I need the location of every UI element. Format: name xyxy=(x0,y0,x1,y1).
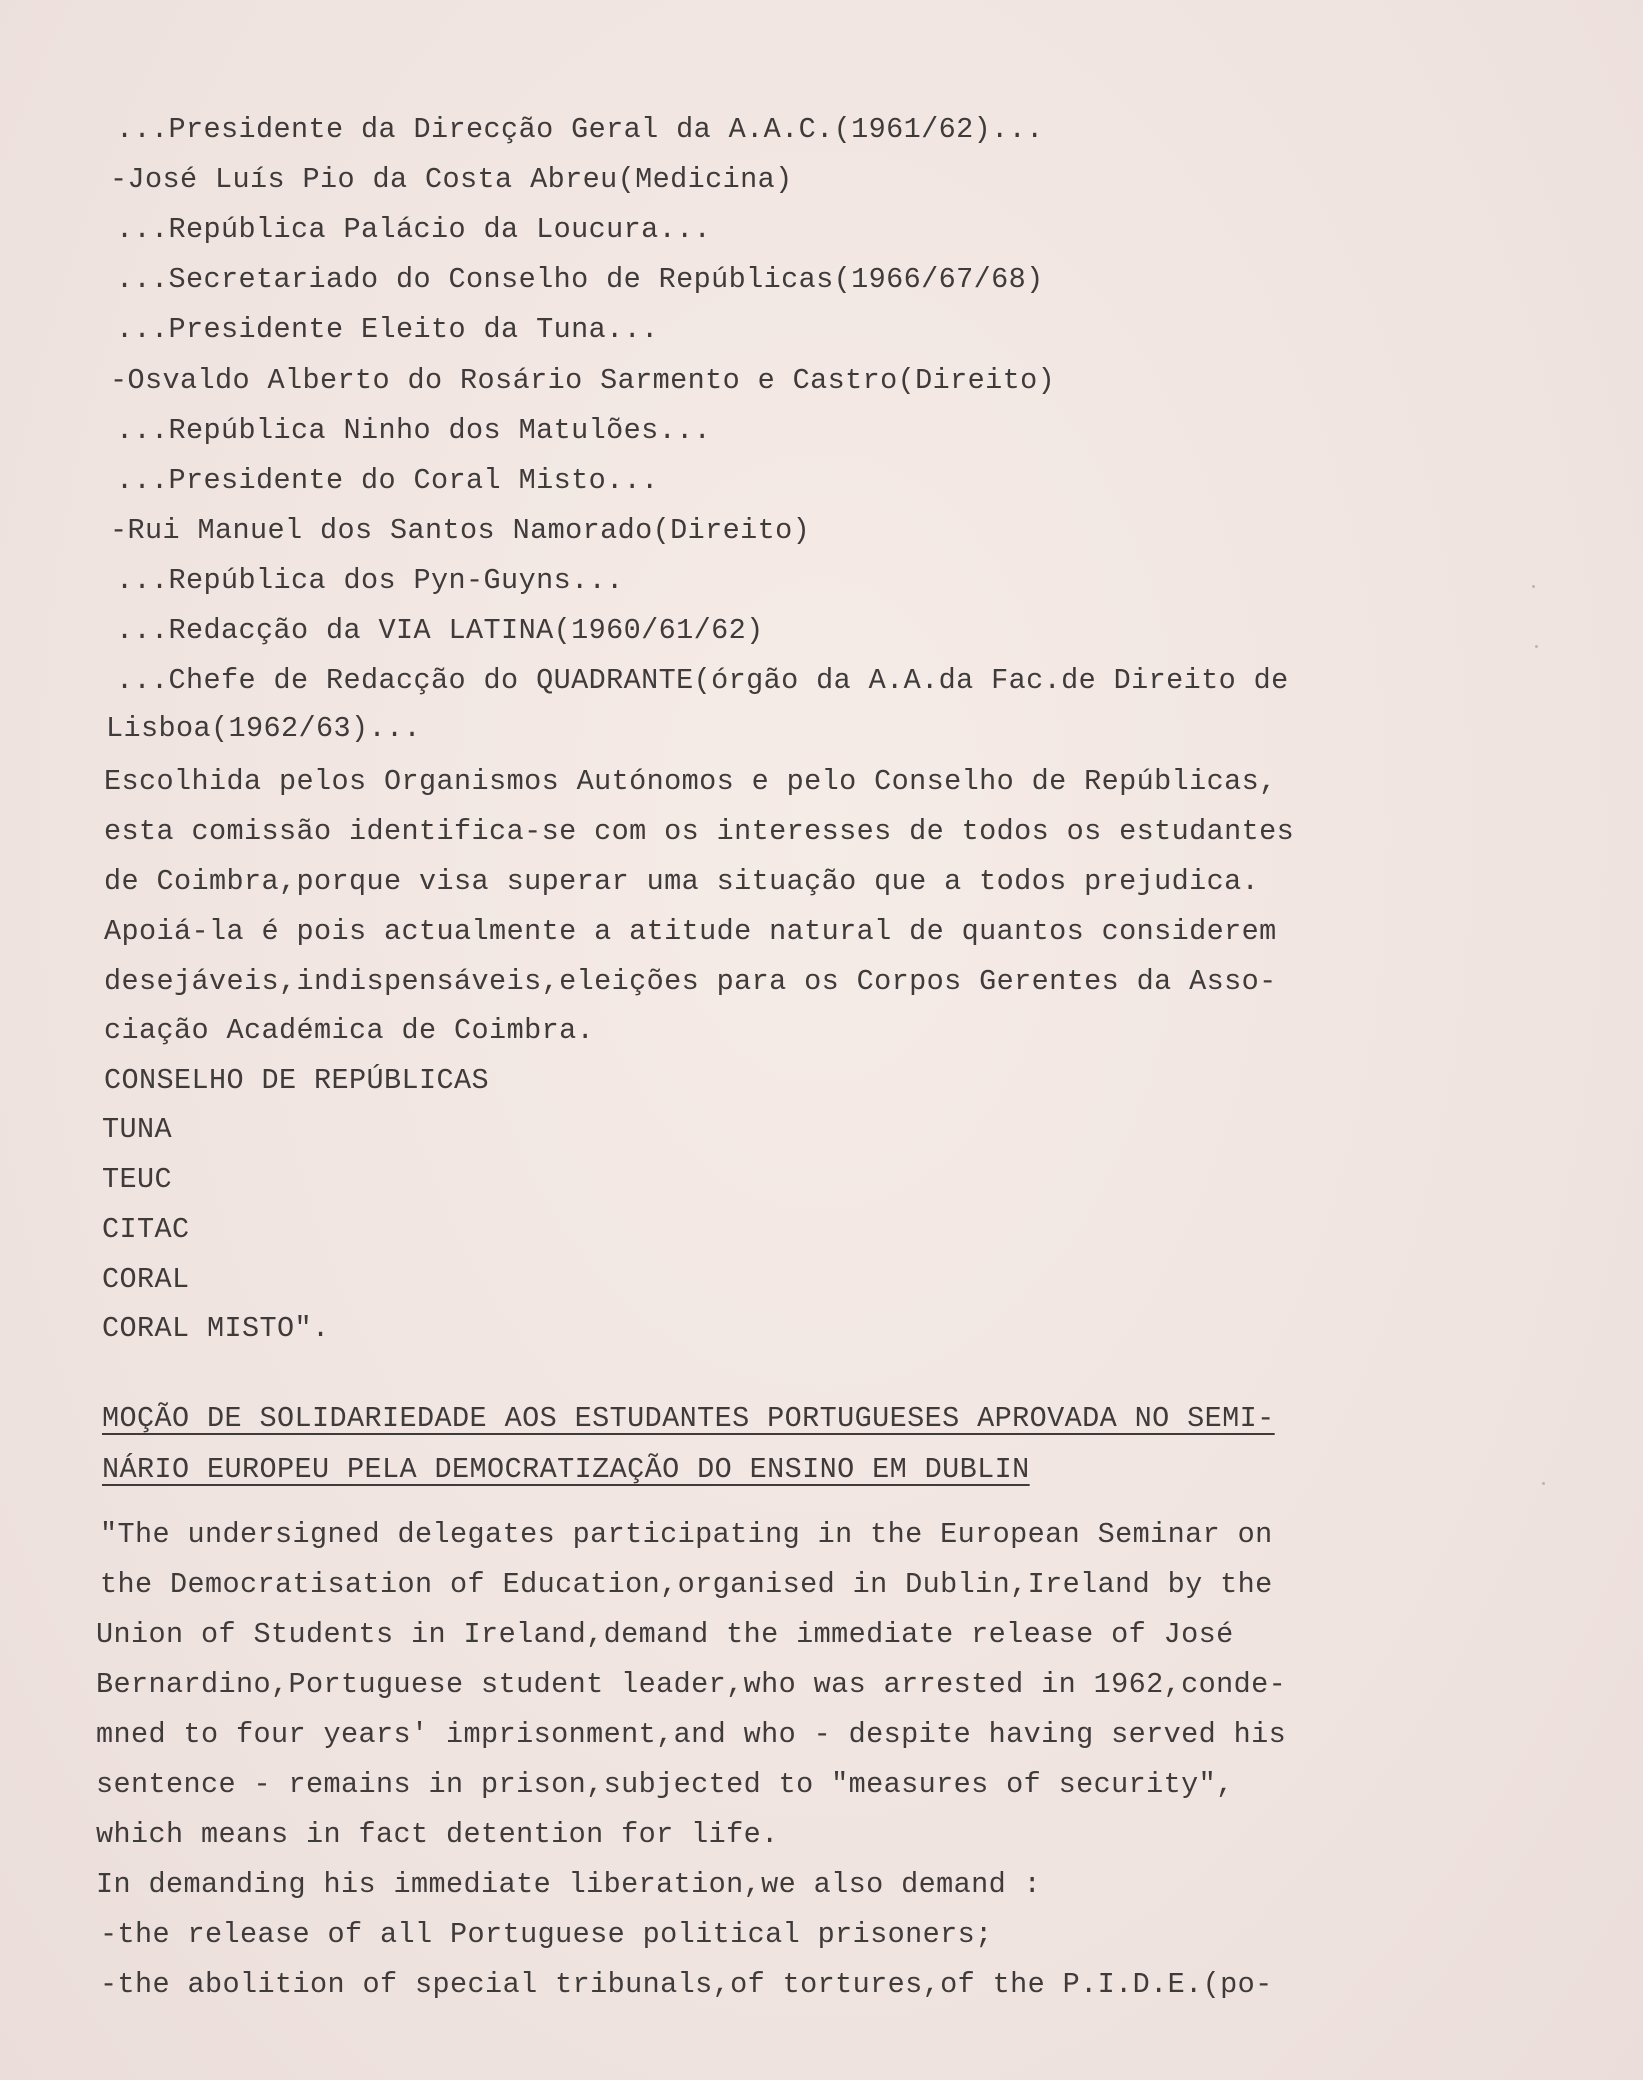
signatory-line: CORAL xyxy=(102,1263,190,1296)
text-line: -the abolition of special tribunals,of tortures,of the P.I.D.E.(po- xyxy=(100,1968,1273,2001)
section-heading: NÁRIO EUROPEU PELA DEMOCRATIZAÇÃO DO ENSINO EM DUBLIN xyxy=(102,1453,1030,1486)
signatory-line: CORAL MISTO". xyxy=(102,1312,330,1345)
text-line: ...Presidente do Coral Misto... xyxy=(116,464,659,497)
text-line: de Coimbra,porque visa superar uma situação que a todos prejudica. xyxy=(104,865,1260,898)
text-line: Escolhida pelos Organismos Autónomos e pelo Conselho de Repúblicas, xyxy=(104,765,1277,798)
paper-speck xyxy=(1532,585,1535,588)
signatory-line: TEUC xyxy=(102,1163,173,1196)
text-line: ...Redacção da VIA LATINA(1960/61/62) xyxy=(116,614,764,647)
text-line: mned to four years' imprisonment,and who - despite having served his xyxy=(96,1718,1287,1751)
section-heading: MOÇÃO DE SOLIDARIEDADE AOS ESTUDANTES PORTUGUESES APROVADA NO SEMI- xyxy=(102,1402,1275,1435)
signatory-line: CITAC xyxy=(102,1213,190,1246)
text-line: In demanding his immediate liberation,we also demand : xyxy=(96,1868,1042,1901)
text-line: ...Secretariado do Conselho de Repúblicas(1966/67/68) xyxy=(116,263,1044,296)
text-line: Lisboa(1962/63)... xyxy=(106,712,422,745)
text-line: ...República Ninho dos Matulões... xyxy=(116,414,712,447)
text-line: ...Presidente da Direcção Geral da A.A.C.(1961/62)... xyxy=(116,113,1044,146)
paper-speck xyxy=(1535,645,1538,648)
text-line: -Osvaldo Alberto do Rosário Sarmento e Castro(Direito) xyxy=(110,364,1056,397)
text-line: desejáveis,indispensáveis,eleições para os Corpos Gerentes da Asso- xyxy=(104,965,1277,998)
paper-speck xyxy=(1542,1482,1545,1485)
text-line: the Democratisation of Education,organised in Dublin,Ireland by the xyxy=(100,1568,1273,1601)
text-line: -Rui Manuel dos Santos Namorado(Direito) xyxy=(110,514,811,547)
text-line: Apoiá-la é pois actualmente a atitude natural de quantos considerem xyxy=(104,915,1277,948)
signatory-line: TUNA xyxy=(102,1113,173,1146)
text-line: esta comissão identifica-se com os interesses de todos os estudantes xyxy=(104,815,1295,848)
text-line: which means in fact detention for life. xyxy=(96,1818,779,1851)
text-line: ...República Palácio da Loucura... xyxy=(116,213,712,246)
text-line: ...República dos Pyn-Guyns... xyxy=(116,564,624,597)
signatory-line: CONSELHO DE REPÚBLICAS xyxy=(104,1064,490,1097)
text-line: Bernardino,Portuguese student leader,who was arrested in 1962,conde- xyxy=(96,1668,1287,1701)
text-line: -José Luís Pio da Costa Abreu(Medicina) xyxy=(110,163,793,196)
text-line: Union of Students in Ireland,demand the immediate release of José xyxy=(96,1618,1234,1651)
text-line: ...Presidente Eleito da Tuna... xyxy=(116,313,659,346)
text-line: "The undersigned delegates participating in the European Seminar on xyxy=(100,1518,1273,1551)
text-line: sentence - remains in prison,subjected to "measures of security", xyxy=(96,1768,1234,1801)
text-line: ...Chefe de Redacção do QUADRANTE(órgão da A.A.da Fac.de Direito de xyxy=(116,664,1289,697)
text-line: -the release of all Portuguese political prisoners; xyxy=(100,1918,993,1951)
text-line: ciação Académica de Coimbra. xyxy=(104,1014,595,1047)
